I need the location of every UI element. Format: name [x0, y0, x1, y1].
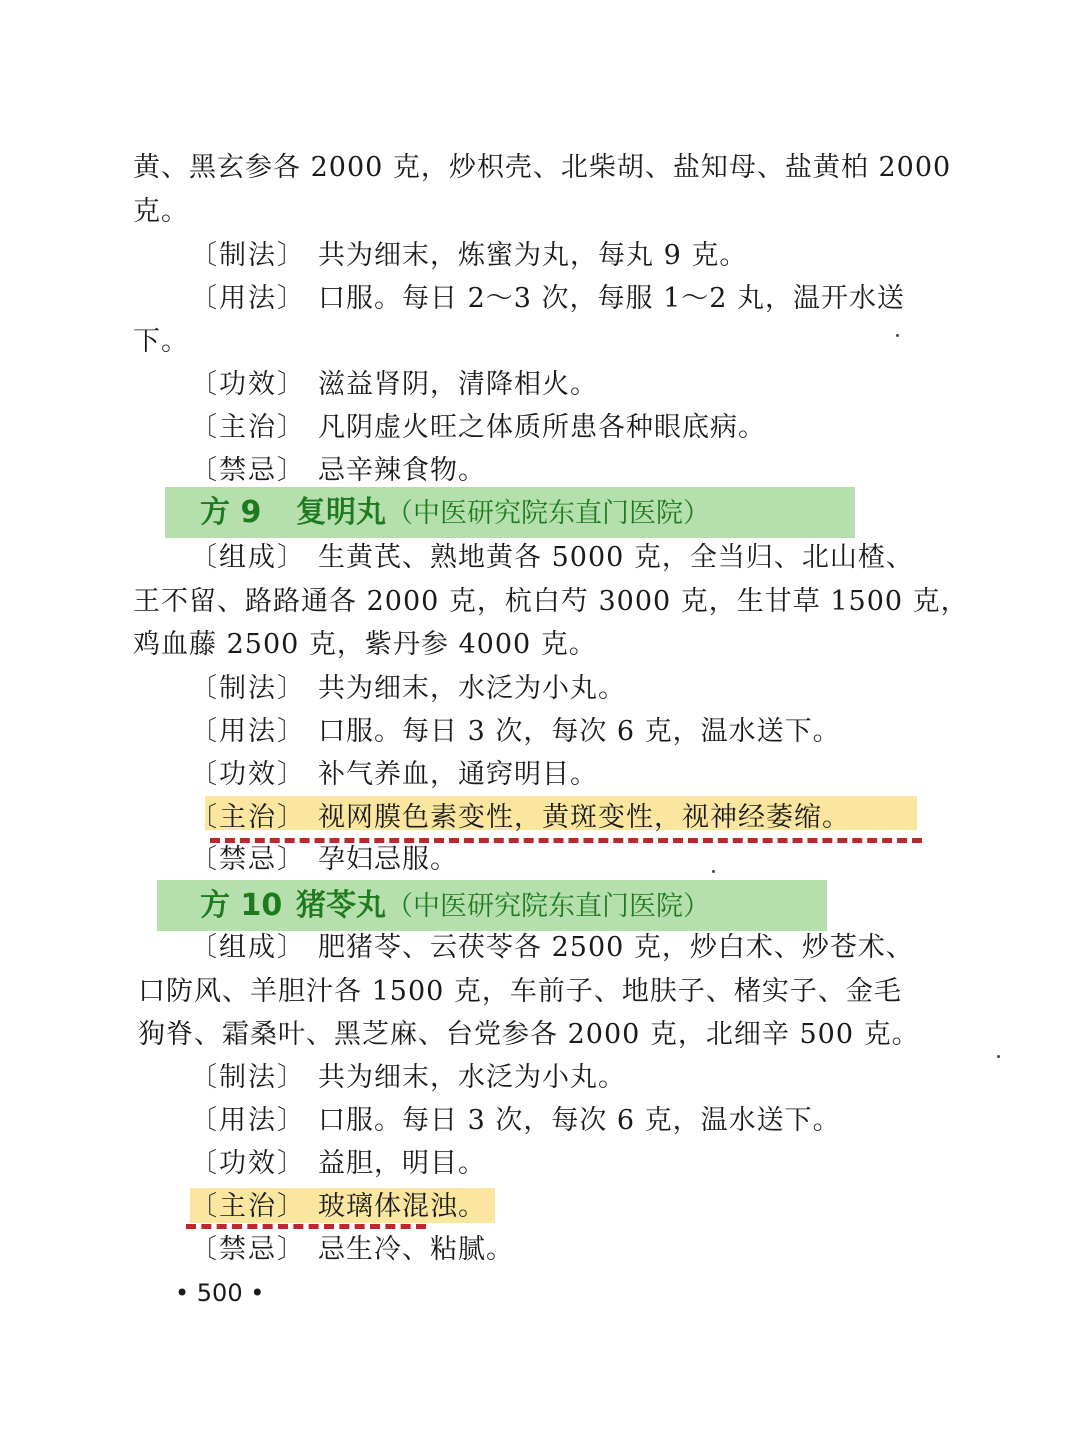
- text-line: 口防风、羊胆汁各 1500 克，车前子、地肤子、楮实子、金毛: [138, 976, 902, 1007]
- field-label: 〔用法〕: [190, 283, 306, 314]
- field-label: 〔禁忌〕: [190, 844, 306, 875]
- field-label: 〔组成〕: [190, 932, 306, 963]
- field-label: 〔制法〕: [190, 1062, 306, 1093]
- recipe-source: （中医研究院东直门医院）: [386, 891, 710, 922]
- field-text: 口服。每日 3 次，每次 6 克，温水送下。: [318, 1105, 841, 1136]
- scan-speck: [997, 1055, 1000, 1058]
- field-label: 〔用法〕: [190, 716, 306, 747]
- jinji-line: [190, 1232, 514, 1268]
- text-line: 王不留、路路通各 2000 克，杭白芍 3000 克，生甘草 1500 克，: [133, 586, 969, 617]
- scan-speck: [712, 870, 715, 873]
- field-text: 忌辛辣食物。: [318, 455, 486, 486]
- field-label: 〔用法〕: [190, 1105, 306, 1136]
- zhuzhi-line: [190, 800, 850, 836]
- gongxiao-line: [190, 367, 598, 403]
- gongxiao-line: [190, 757, 598, 793]
- field-text: 益胆，明目。: [318, 1148, 486, 1179]
- field-text: 生黄芪、熟地黄各 5000 克，全当归、北山楂、: [318, 542, 914, 573]
- field-label: 〔功效〕: [190, 369, 306, 400]
- field-text: 视网膜色素变性，黄斑变性，视神经萎缩。: [318, 802, 850, 833]
- recipe-number: 方 9: [200, 495, 262, 530]
- zhuzhi-line: [190, 1189, 486, 1225]
- text-line: 下。: [133, 326, 189, 357]
- field-label: 〔主治〕: [190, 412, 306, 443]
- recipe-number: 方 10: [200, 888, 283, 923]
- field-label: 〔禁忌〕: [190, 455, 306, 486]
- text-line: 黄、黑玄参各 2000 克，炒枳壳、北柴胡、盐知母、盐黄柏 2000: [133, 152, 952, 183]
- recipe-source: （中医研究院东直门医院）: [386, 498, 710, 529]
- field-text: 孕妇忌服。: [318, 844, 458, 875]
- field-label: 〔制法〕: [190, 673, 306, 704]
- recipe-name: 猪苓丸: [296, 888, 386, 923]
- field-label: 〔功效〕: [190, 1148, 306, 1179]
- field-label: 〔主治〕: [190, 802, 306, 833]
- field-label: 〔功效〕: [190, 759, 306, 790]
- field-text: 凡阴虚火旺之体质所患各种眼底病。: [318, 412, 766, 443]
- gongxiao-line: [190, 1146, 486, 1182]
- red-dashed-underline: [186, 1224, 426, 1229]
- text-line: 鸡血藤 2500 克，紫丹参 4000 克。: [133, 629, 597, 660]
- field-text: 共为细末，水泛为小丸。: [318, 1062, 626, 1093]
- section-heading-fang10: [200, 886, 710, 927]
- zucheng-line: [190, 930, 914, 966]
- field-text: 玻璃体混浊。: [318, 1191, 486, 1222]
- field-text: 共为细末，水泛为小丸。: [318, 673, 626, 704]
- zhifa-line: [190, 238, 747, 274]
- scan-speck: [896, 334, 899, 337]
- field-label: 〔主治〕: [190, 1191, 306, 1222]
- field-text: 肥猪苓、云茯苓各 2500 克，炒白术、炒苍术、: [318, 932, 914, 963]
- field-label: 〔组成〕: [190, 542, 306, 573]
- field-text: 口服。每日 3 次，每次 6 克，温水送下。: [318, 716, 841, 747]
- field-text: 口服。每日 2～3 次，每服 1～2 丸，温开水送: [318, 283, 906, 314]
- text-line: 狗脊、霜桑叶、黑芝麻、台党参各 2000 克，北细辛 500 克。: [138, 1019, 920, 1050]
- yongfa-line: [190, 281, 905, 317]
- yongfa-line: [190, 1103, 841, 1139]
- page-number: • 500 •: [175, 1279, 265, 1307]
- field-label: 〔禁忌〕: [190, 1234, 306, 1265]
- zhifa-line: [190, 671, 626, 707]
- recipe-name: 复明丸: [296, 495, 386, 530]
- zhuzhi-line: [190, 410, 766, 446]
- field-text: 补气养血，通窍明目。: [318, 759, 598, 790]
- field-label: 〔制法〕: [190, 240, 306, 271]
- zhifa-line: [190, 1060, 626, 1096]
- section-heading-fang9: [200, 493, 710, 534]
- yongfa-line: [190, 714, 841, 750]
- jinji-line: [190, 842, 458, 878]
- field-text: 共为细末，炼蜜为丸，每丸 9 克。: [318, 240, 748, 271]
- jinji-line: [190, 453, 486, 489]
- field-text: 忌生冷、粘腻。: [318, 1234, 514, 1265]
- zucheng-line: [190, 540, 914, 576]
- text-line: 克。: [133, 196, 189, 227]
- field-text: 滋益肾阴，清降相火。: [318, 369, 598, 400]
